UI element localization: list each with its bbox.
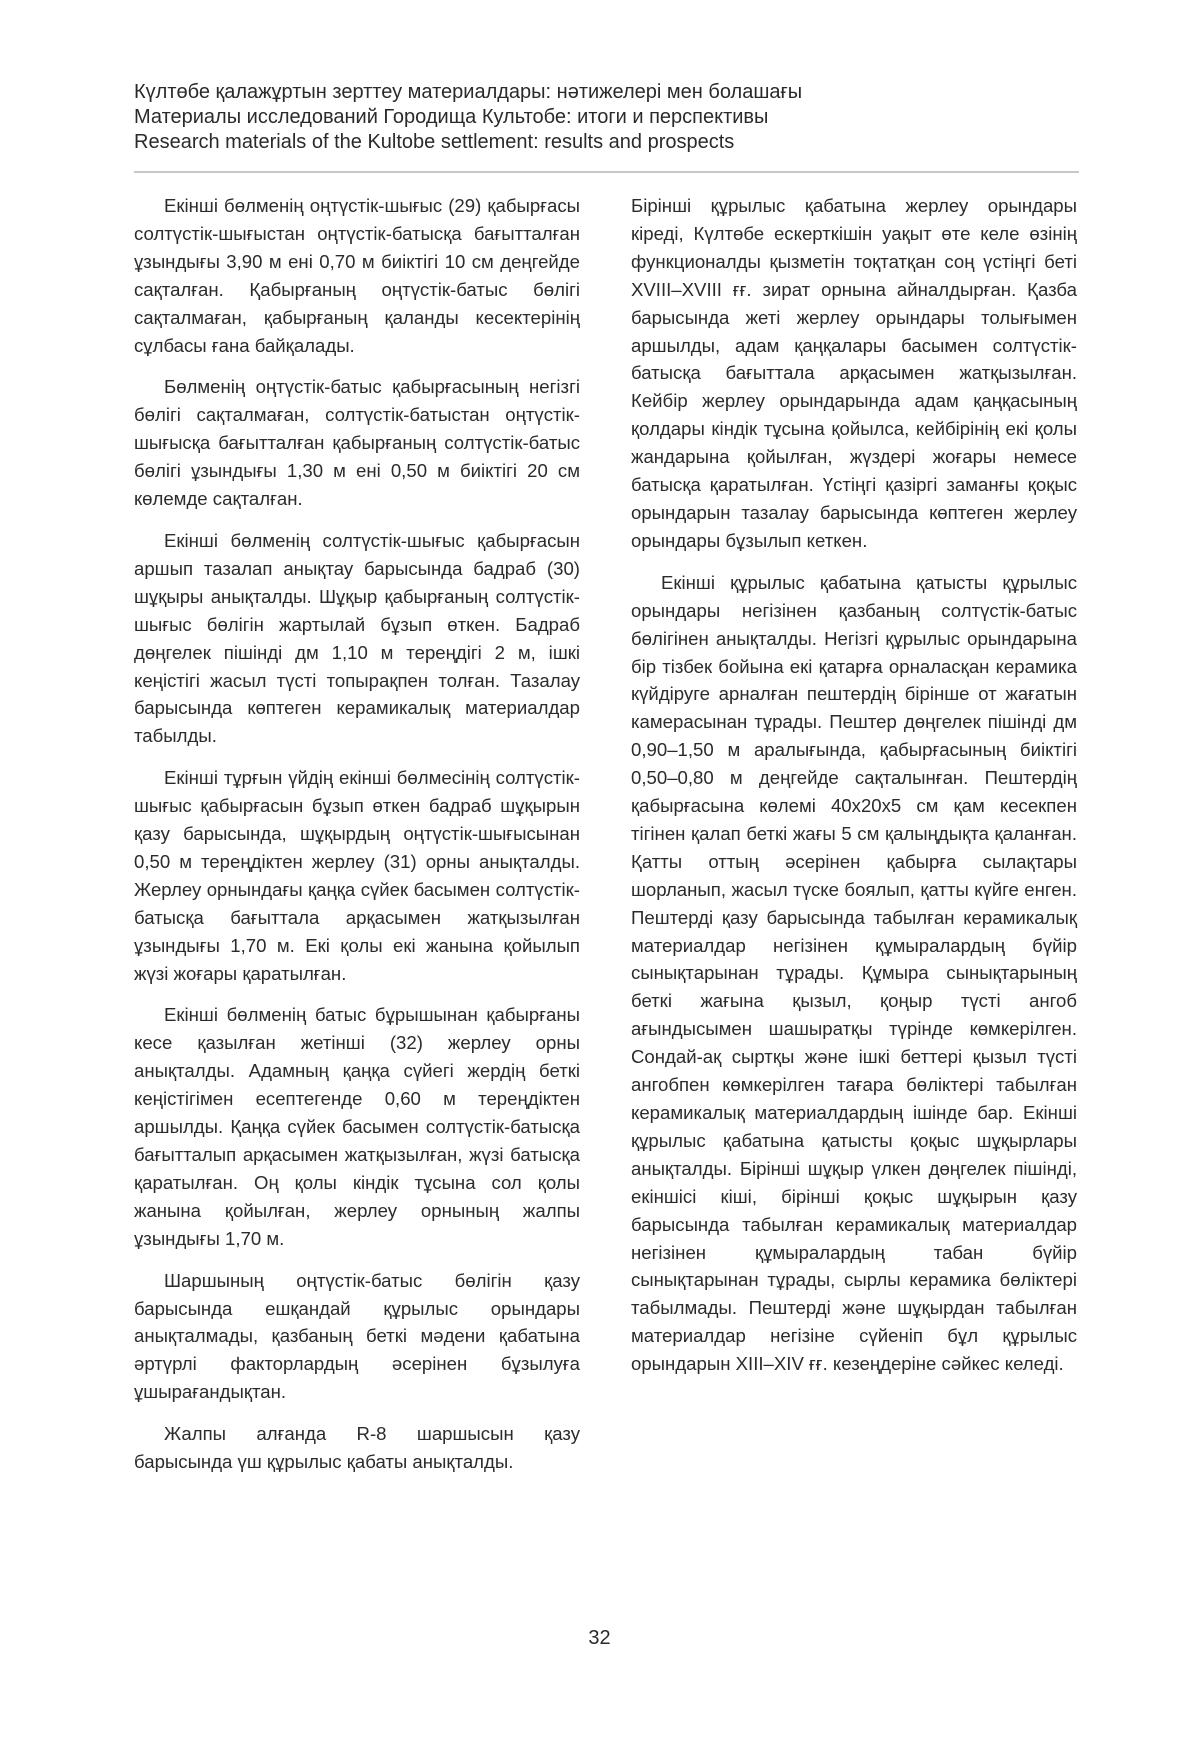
page-number: 32 <box>588 1627 611 1649</box>
header-title-kz: Күлтөбе қалажұртын зерттеу материалдары: нәтижелері мен болашағы <box>134 81 803 103</box>
running-header <box>134 80 1079 155</box>
paragraph: Жалпы алғанда R-8 шаршысын қазу барысында үш құрылыс қабаты анықталды. <box>134 1423 580 1473</box>
paragraph: Екінші тұрғын үйдің екінші бөлмесінің солтүстік-шығыс қабырғасын бұзып өткен бадраб шұқырын қазу барысында, шұқырдың оңтүстік-шығысынан 0,50 м тереңдіктен жерлеу (31) орны анықталды. Жерлеу орнындағы қаңқа сүйек басымен солтүстік-батысқа бағыттала арқасымен жатқызылған ұзындығы 1,70 м. Екі қолы екі жанына қойылып жүзі жоғары қаратылған. <box>134 767 580 984</box>
header-title-ru: Материалы исследований Городища Культобе: итоги и перспективы <box>134 106 769 128</box>
left-column <box>134 192 580 1490</box>
paragraph: Шаршының оңтүстік-батыс бөлігін қазу барысында ешқандай құрылыс орындары анықталмады, қазбаның беткі мәдени қабатына әртүрлі факторлардың әсерінен бұзылуға ұшырағандықтан. <box>134 1269 580 1403</box>
paragraph: Екінші құрылыс қабатына қатысты құрылыс орындары негізінен қазбаның солтүстік-батыс бөлігінен анықталды. Негізгі құрылыс орындарына бір тізбек бойына екі қатарға орналасқан керамика күйдіруге арналған пештердің бірінше от жағатын камерасынан тұрады. Пештер дөңгелек пішінді дм 0,90–1,50 м аралығында, қабырғасының биіктігі 0,50–0,80 м деңгейде сақталынған. Пештердің қабырғасына көлемі 40х20х5 см қам кесекпен тігінен қалап беткі жағы 5 см қалыңдықта қаланған. Қатты оттың әсерінен қабырға сылақтары шорланып, жасыл түске боялып, қатты күйге енген. Пештерді қазу барысында табылған керамикалық материалдар негізінен құмыралардың бүйір сынықтарынан тұрады. Құмыра сынықтарының беткі жағына қызыл, қоңыр түсті ангоб ағындысымен шашыратқы түрінде көмкерілген. Сондай-ақ сыртқы және ішкі беттері қызыл түсті ангобпен көмкерілген тағара бөліктері табылған керамикалық материалдардың ішінде бар. Екінші құрылыс қабатына қатысты қоқыс шұқырлары анықталды. Бірінші шұқыр үлкен дөңгелек пішінді, екіншісі кіші, бірінші қоқыс шұқырын қазу барысында табылған керамикалық материалдар негізінен құмыралардың табан бүйір сынықтарынан тұрады, сырлы керамика бөліктері табылмады. Пештерді және шұқырдан табылған материалдар негізіне сүйеніп бұл құрылыс орындарын XIII–XIV ғғ. кезеңдеріне сәйкес келеді. <box>631 571 1077 1375</box>
right-column <box>631 192 1077 1392</box>
paragraph: Екінші бөлменің оңтүстік-шығыс (29) қабырғасы солтүстік-шығыстан оңтүстік-батысқа бағытталған ұзындығы 3,90 м ені 0,70 м биіктігі 10 см деңгейде сақталған. Қабырғаның оңтүстік-батыс бөлігі сақталмаған, қабырғаның қаланды кесектерінің сұлбасы ғана байқалады. <box>134 195 580 356</box>
paragraph: Бөлменің оңтүстік-батыс қабырғасының негізгі бөлігі сақталмаған, солтүстік-батыстан оңтүстік-шығысқа бағытталған қабырғаның солтүстік-батыс бөлігі ұзындығы 1,30 м ені 0,50 м биіктігі 20 см көлемде сақталған. <box>134 376 580 510</box>
paragraph: Екінші бөлменің солтүстік-шығыс қабырғасын аршып тазалап анықтау барысында бадраб (30) шұқыры анықталды. Шұқыр қабырғаның солтүстік-шығыс бөлігін жартылай бұзып өткен. Бадраб дөңгелек пішінді дм 1,10 м тереңдігі 2 м, ішкі кеңістігі жасыл түсті топырақпен толған. Тазалау барысында көптеген керамикалық материалдар табылды. <box>134 529 580 747</box>
header-divider <box>134 171 1079 173</box>
paragraph: Бірінші құрылыс қабатына жерлеу орындары кіреді, Күлтөбе ескерткішін уақыт өте келе өзінің функционалды қызметін тоқтатқан соң үстіңгі беті XVIII–XVIII ғғ. зират орнына айналдырған. Қазба барысында жеті жерлеу орындары толығымен аршылды, адам қаңқалары басымен солтүстік-батысқа бағыттала арқасымен жатқызылған. Кейбір жерлеу орындарында адам қаңқасының қолдары кіндік тұсына қойылса, кейбірінің екі қолы жандарына қойылған, жүздері жоғары немесе батысқа қаратылған. Үстіңгі қазіргі заманғы қоқыс орындарын тазалау барысында көптеген жерлеу орындары бұзылып кеткен. <box>631 195 1077 551</box>
header-title-en: Research materials of the Kultobe settlement: results and prospects <box>134 131 735 153</box>
paragraph: Екінші бөлменің батыс бұрышынан қабырғаны кесе қазылған жетінші (32) жерлеу орны анықталды. Адамның қаңқа сүйегі жердің беткі кеңістігімен есептегенде 0,60 м тереңдіктен аршылды. Қаңқа сүйек басымен солтүстік-батысқа бағытталып арқасымен жатқызылған, жүзі батысқа қаратылған. Оң қолы кіндік тұсына сол қолы жанына қойылған, жерлеу орнының жалпы ұзындығы 1,70 м. <box>134 1004 580 1249</box>
